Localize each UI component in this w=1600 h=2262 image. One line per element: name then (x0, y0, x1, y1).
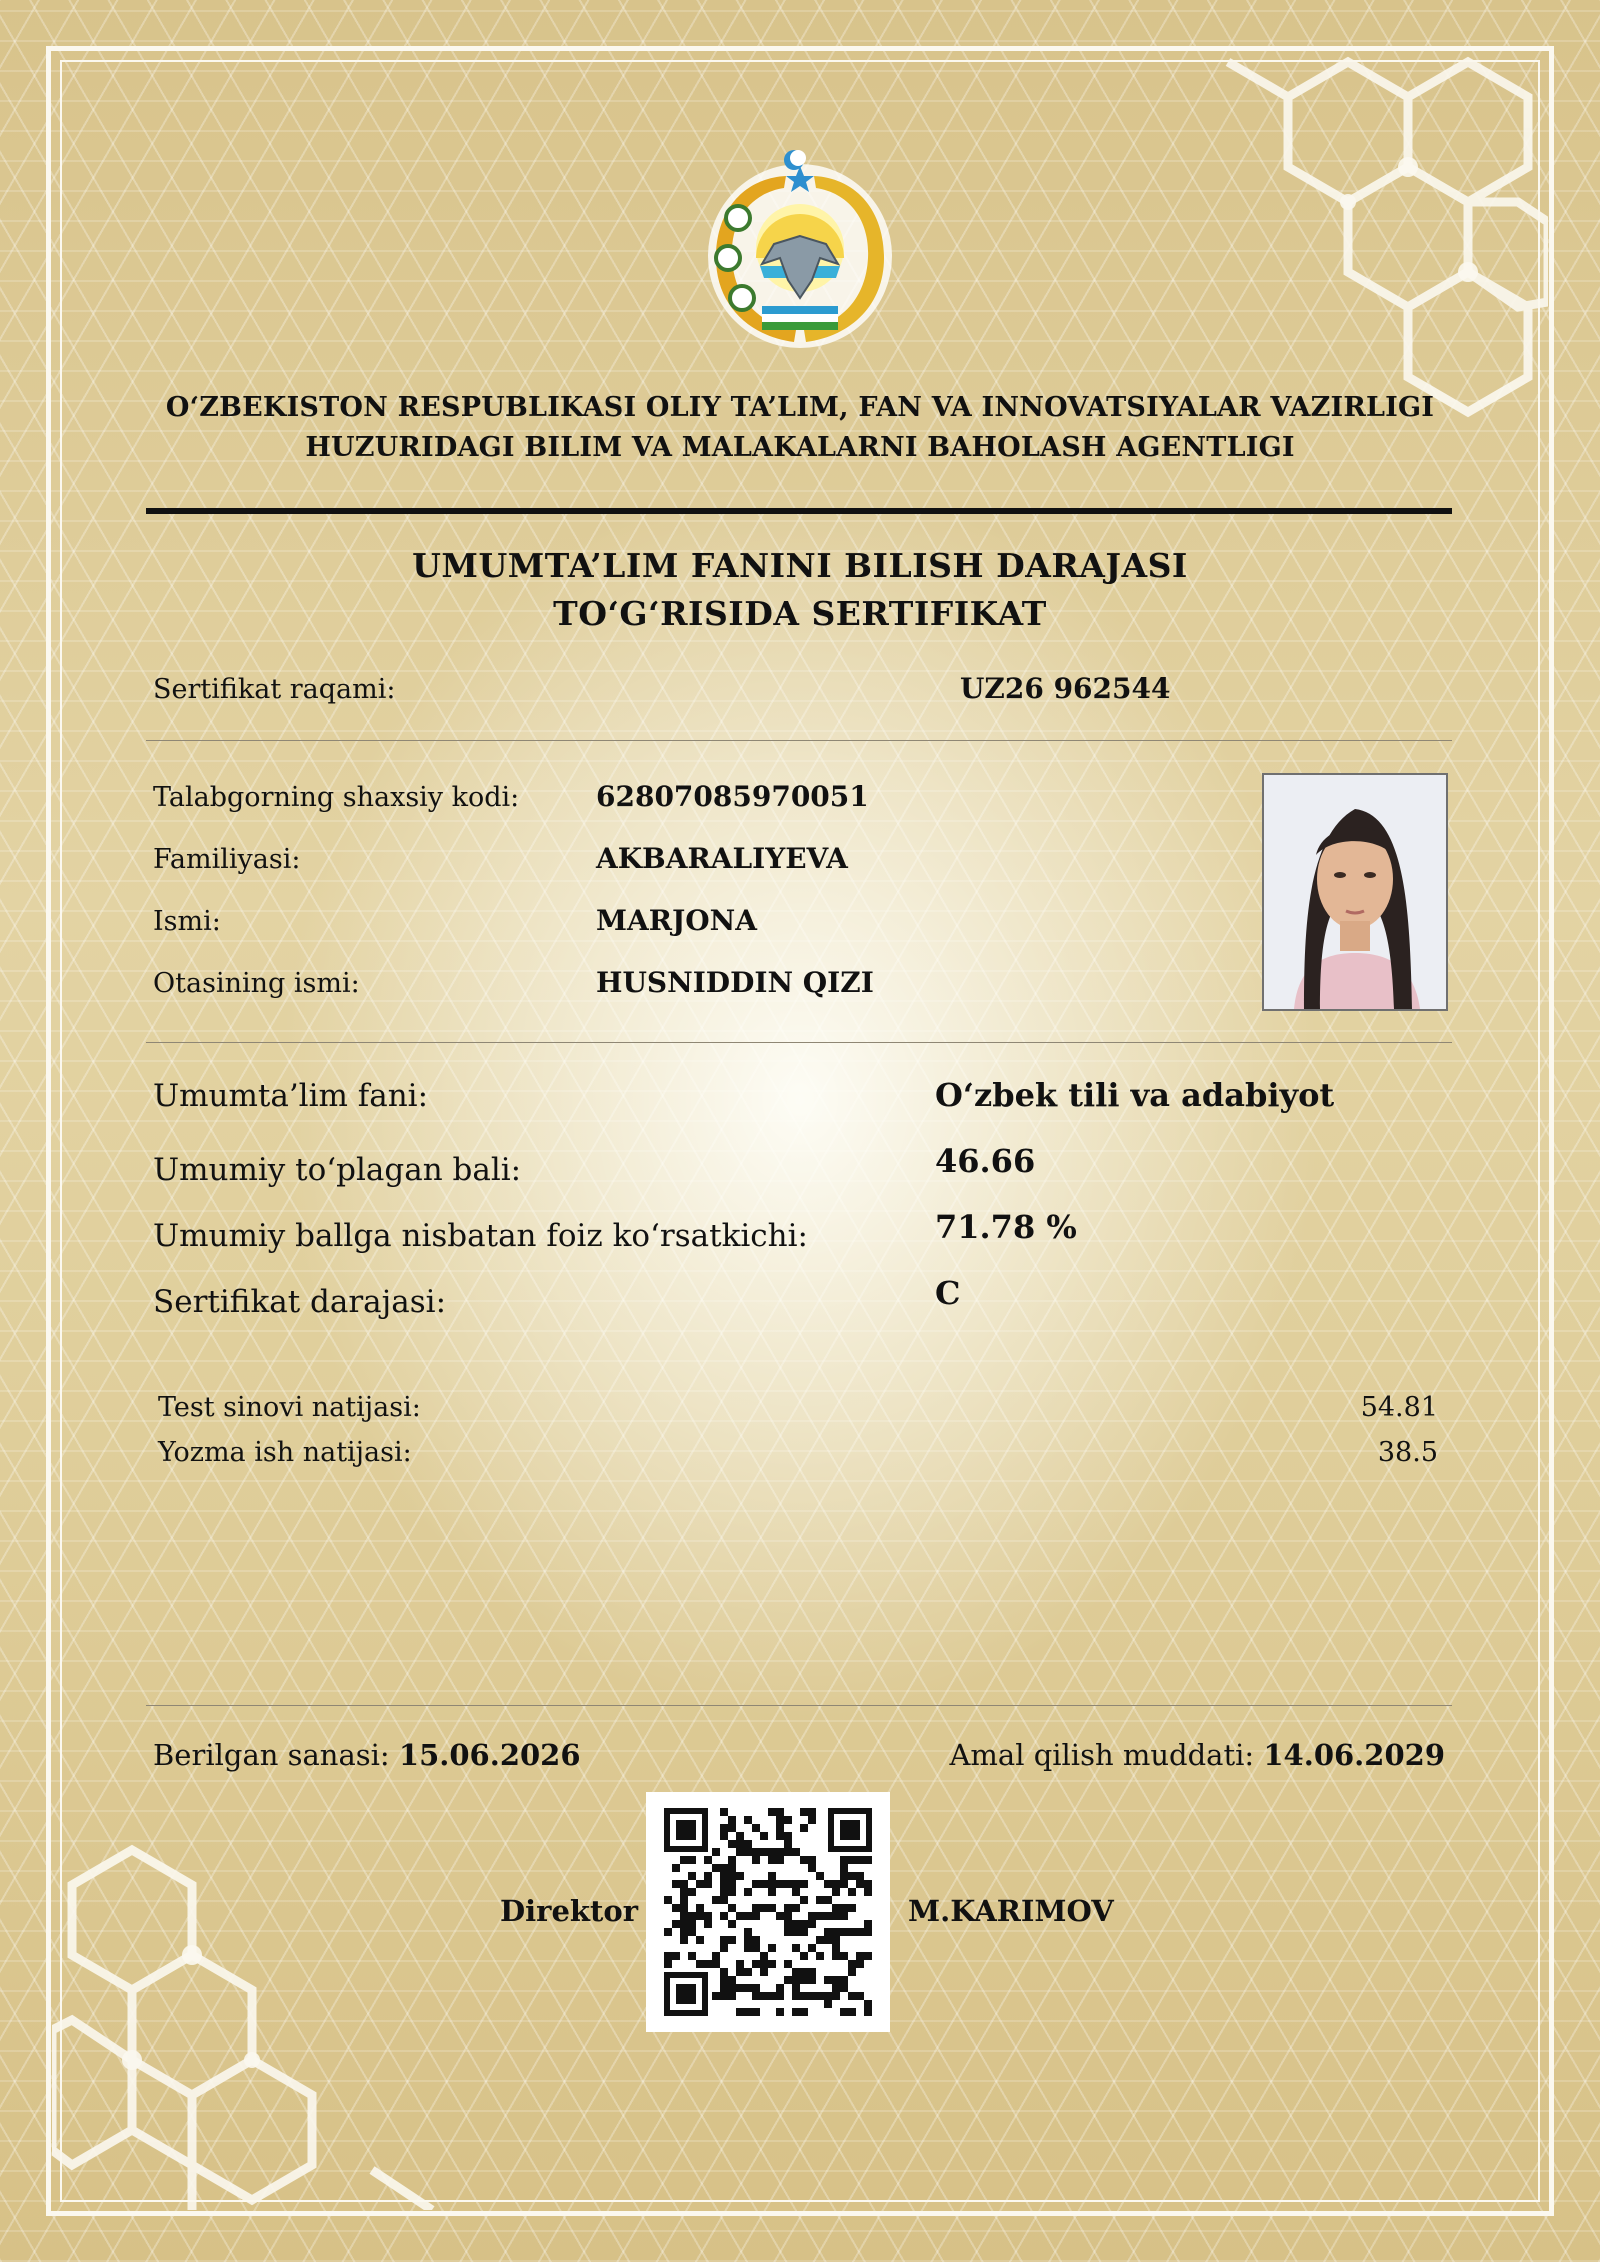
qr-module (744, 1848, 752, 1856)
qr-module (736, 1872, 744, 1880)
issued-date-value: 15.06.2026 (398, 1738, 581, 1772)
qr-module (856, 1856, 864, 1864)
qr-module (696, 1880, 704, 1888)
qr-module (848, 1904, 856, 1912)
qr-module (680, 1904, 688, 1912)
qr-module (728, 1816, 736, 1824)
qr-module (760, 1992, 768, 2000)
qr-module (832, 1984, 840, 1992)
qr-module (848, 1928, 856, 1936)
qr-module (784, 1912, 792, 1920)
qr-module (752, 1904, 760, 1912)
qr-module (808, 1816, 816, 1824)
qr-module (768, 1904, 776, 1912)
qr-module (768, 1872, 776, 1880)
qr-module (816, 1936, 824, 1944)
qr-module (728, 1920, 736, 1928)
divider (146, 1042, 1452, 1043)
surname-value: AKBARALIYEVA (596, 842, 848, 875)
qr-module (784, 1928, 792, 1936)
qr-module (792, 1944, 800, 1952)
qr-module (696, 1904, 704, 1912)
qr-module (864, 2008, 872, 2016)
qr-module (768, 1944, 776, 1952)
qr-module (848, 1856, 856, 1864)
qr-module (704, 1856, 712, 1864)
qr-module (720, 1880, 728, 1888)
qr-module (840, 1864, 848, 1872)
qr-module (840, 1904, 848, 1912)
qr-module (824, 1880, 832, 1888)
qr-module (800, 1920, 808, 1928)
qr-module (768, 1888, 776, 1896)
qr-module (792, 1976, 800, 1984)
qr-module (784, 1904, 792, 1912)
qr-module (768, 1880, 776, 1888)
qr-module (776, 1992, 784, 2000)
qr-module (712, 1952, 720, 1960)
qr-module (736, 1848, 744, 1856)
qr-module (840, 2008, 848, 2016)
qr-module (832, 1912, 840, 1920)
qr-module (840, 1984, 848, 1992)
qr-module (720, 1944, 728, 1952)
qr-module (800, 1880, 808, 1888)
director-name: M.KARIMOV (908, 1894, 1114, 1928)
qr-module (752, 1936, 760, 1944)
qr-module (792, 1888, 800, 1896)
test-result-label: Test sinovi natijasi: (158, 1392, 421, 1423)
qr-module (832, 1952, 840, 1960)
qr-module (712, 1960, 720, 1968)
qr-module (832, 1888, 840, 1896)
qr-module (736, 1912, 744, 1920)
percent-value: 71.78 % (935, 1208, 1077, 1246)
qr-module (672, 1952, 680, 1960)
qr-module (752, 1912, 760, 1920)
qr-module (720, 1808, 728, 1816)
qr-module (856, 1928, 864, 1936)
qr-module (736, 1960, 744, 1968)
qr-module (688, 1920, 696, 1928)
qr-module (680, 1928, 688, 1936)
qr-module (728, 1888, 736, 1896)
verification-qr-code[interactable] (646, 1792, 890, 2032)
qr-module (840, 1928, 848, 1936)
qr-module (808, 1808, 816, 1816)
qr-module (784, 1976, 792, 1984)
valid-until-label: Amal qilish muddati: (949, 1738, 1255, 1772)
qr-module (720, 1824, 728, 1832)
qr-module (696, 1960, 704, 1968)
qr-module (752, 1848, 760, 1856)
qr-module (848, 1968, 856, 1976)
total-score-value: 46.66 (935, 1142, 1036, 1180)
qr-module (712, 1848, 720, 1856)
qr-module (824, 1936, 832, 1944)
qr-module (792, 1920, 800, 1928)
qr-module (688, 1952, 696, 1960)
director-label: Direktor (500, 1894, 639, 1928)
state-emblem-icon (696, 148, 904, 354)
qr-module (672, 1920, 680, 1928)
qr-module (728, 1824, 736, 1832)
issued-date (153, 1738, 581, 1772)
qr-module (824, 1992, 832, 2000)
subject-label: Umumta’lim fani: (153, 1078, 429, 1114)
qr-module (728, 1880, 736, 1888)
qr-module (800, 1952, 808, 1960)
qr-module (792, 1848, 800, 1856)
qr-module (720, 1984, 728, 1992)
qr-module (680, 1880, 688, 1888)
qr-module (816, 1952, 824, 1960)
qr-module (824, 1976, 832, 1984)
divider (146, 740, 1452, 741)
qr-module (800, 1976, 808, 1984)
qr-module (752, 1960, 760, 1968)
qr-module (736, 2008, 744, 2016)
qr-module (792, 1904, 800, 1912)
patronymic-value: HUSNIDDIN QIZI (596, 966, 874, 999)
qr-module (688, 1928, 696, 1936)
certificate-number-value: UZ26 962544 (960, 672, 1171, 705)
qr-module (680, 1936, 688, 1944)
qr-module (784, 1960, 792, 1968)
qr-module (808, 1968, 816, 1976)
qr-module (728, 1856, 736, 1864)
qr-module (712, 1864, 720, 1872)
qr-module (680, 1856, 688, 1864)
qr-module (768, 1856, 776, 1864)
surname-label: Familiyasi: (153, 844, 301, 875)
qr-module (712, 1992, 720, 2000)
qr-module (744, 1840, 752, 1848)
first-name-label: Ismi: (153, 906, 221, 937)
qr-module (704, 1960, 712, 1968)
qr-module (808, 1920, 816, 1928)
subject-value: O‘zbek tili va adabiyot (935, 1076, 1335, 1114)
qr-module (824, 1912, 832, 1920)
qr-module (664, 1960, 672, 1968)
qr-module (832, 1936, 840, 1944)
qr-module (768, 1808, 776, 1816)
qr-module (848, 1992, 856, 2000)
qr-module (728, 1992, 736, 2000)
qr-module (680, 1912, 688, 1920)
qr-module (776, 1856, 784, 1864)
qr-module (816, 1896, 824, 1904)
qr-module (784, 1848, 792, 1856)
valid-until-value: 14.06.2029 (1263, 1738, 1445, 1772)
issued-date-label: Berilgan sanasi: (153, 1738, 390, 1772)
qr-module (720, 1936, 728, 1944)
qr-module (864, 1920, 872, 1928)
valid-until (949, 1738, 1445, 1772)
qr-module (672, 1864, 680, 1872)
qr-module (720, 1888, 728, 1896)
qr-module (832, 1992, 840, 2000)
qr-module (784, 1920, 792, 1928)
qr-module (728, 1904, 736, 1912)
qr-module (752, 2008, 760, 2016)
qr-module (736, 1968, 744, 1976)
qr-module (680, 1920, 688, 1928)
organization-line-1: O‘ZBEKISTON RESPUBLIKASI OLIY TA’LIM, FAN VA INNOVATSIYALAR VAZIRLIGI (165, 392, 1435, 423)
certificate-title-line-1: UMUMTA’LIM FANINI BILISH DARAJASI (412, 546, 1188, 585)
qr-module (784, 1832, 792, 1840)
qr-module (728, 1984, 736, 1992)
qr-module (808, 1856, 816, 1864)
qr-module (832, 1976, 840, 1984)
qr-module (776, 1808, 784, 1816)
qr-module (744, 2008, 752, 2016)
qr-module (728, 1872, 736, 1880)
qr-module (760, 1848, 768, 1856)
qr-module (840, 1912, 848, 1920)
qr-module (776, 1824, 784, 1832)
certificate-level-value: C (935, 1274, 961, 1312)
qr-module (832, 1904, 840, 1912)
qr-module (792, 1992, 800, 2000)
qr-module (664, 1928, 672, 1936)
qr-module (720, 1896, 728, 1904)
qr-module (680, 1896, 688, 1904)
qr-module (808, 1944, 816, 1952)
qr-module (784, 1816, 792, 1824)
qr-module (864, 1928, 872, 1936)
qr-module (800, 2008, 808, 2016)
qr-module (864, 1888, 872, 1896)
personal-code-value: 62807085970051 (596, 780, 869, 813)
qr-module (848, 1872, 856, 1880)
qr-module (720, 1864, 728, 1872)
qr-module (704, 1920, 712, 1928)
qr-module (792, 1928, 800, 1936)
corner-ornament-bottom-left (52, 1780, 552, 2210)
qr-module (792, 1880, 800, 1888)
qr-module (768, 1992, 776, 2000)
qr-module (744, 1936, 752, 1944)
qr-module (720, 1912, 728, 1920)
qr-module (792, 1984, 800, 1992)
qr-module (856, 1992, 864, 2000)
qr-module (720, 1832, 728, 1840)
patronymic-label: Otasining ismi: (153, 968, 360, 999)
qr-module (720, 1872, 728, 1880)
qr-module (720, 1976, 728, 1984)
qr-module (840, 1952, 848, 1960)
qr-module (760, 1904, 768, 1912)
qr-module (776, 1832, 784, 1840)
qr-module (776, 1880, 784, 1888)
qr-module (672, 1904, 680, 1912)
qr-module (864, 1856, 872, 1864)
qr-module (728, 1840, 736, 1848)
qr-module (824, 1896, 832, 1904)
qr-module (776, 1912, 784, 1920)
qr-module (864, 1952, 872, 1960)
qr-module (672, 1880, 680, 1888)
qr-module (856, 1880, 864, 1888)
qr-module (688, 1888, 696, 1896)
qr-module (752, 1984, 760, 1992)
qr-module (808, 1864, 816, 1872)
qr-module (752, 1856, 760, 1864)
qr-module (840, 1976, 848, 1984)
written-result-value: 38.5 (1377, 1437, 1438, 1468)
qr-module (800, 1808, 808, 1816)
qr-module (736, 1840, 744, 1848)
qr-module (776, 1848, 784, 1856)
qr-module (840, 1880, 848, 1888)
divider (146, 1705, 1452, 1706)
qr-module (760, 1952, 768, 1960)
qr-module (848, 1960, 856, 1968)
qr-module (760, 1968, 768, 1976)
test-result-value: 54.81 (1360, 1392, 1438, 1423)
qr-module (752, 1992, 760, 2000)
qr-module (864, 1880, 872, 1888)
qr-module (704, 1912, 712, 1920)
qr-module (816, 1912, 824, 1920)
qr-module (856, 1952, 864, 1960)
qr-module (808, 1912, 816, 1920)
qr-module (840, 1856, 848, 1864)
qr-module (848, 1888, 856, 1896)
qr-module (696, 1912, 704, 1920)
percent-label: Umumiy ballga nisbatan foiz ko‘rsatkichi: (153, 1218, 808, 1254)
qr-module (784, 1840, 792, 1848)
qr-module (744, 1944, 752, 1952)
qr-module (760, 1960, 768, 1968)
qr-module (768, 1960, 776, 1968)
qr-module (752, 1944, 760, 1952)
holder-photo (1262, 773, 1448, 1011)
personal-code-label: Talabgorning shaxsiy kodi: (153, 782, 520, 813)
qr-module (752, 1880, 760, 1888)
qr-module (848, 2008, 856, 2016)
first-name-value: MARJONA (596, 904, 757, 937)
qr-module (776, 1816, 784, 1824)
qr-module (760, 1880, 768, 1888)
qr-module (840, 1872, 848, 1880)
qr-module (744, 1912, 752, 1920)
qr-module (704, 1872, 712, 1880)
qr-module (856, 1960, 864, 1968)
total-score-label: Umumiy to‘plagan bali: (153, 1152, 522, 1188)
certificate-number-label: Sertifikat raqami: (153, 674, 396, 705)
qr-module (688, 1856, 696, 1864)
qr-module (688, 1872, 696, 1880)
qr-module (736, 1984, 744, 1992)
qr-module (712, 1896, 720, 1904)
qr-module (808, 1992, 816, 2000)
qr-module (776, 1984, 784, 1992)
certificate-title-line-2: TO‘G‘RISIDA SERTIFIKAT (553, 594, 1047, 633)
qr-module (816, 1992, 824, 2000)
qr-module (688, 1912, 696, 1920)
qr-module (856, 1872, 864, 1880)
qr-module (808, 1976, 816, 1984)
header-divider (146, 508, 1452, 514)
written-result-label: Yozma ish natijasi: (158, 1437, 412, 1468)
qr-module (720, 1992, 728, 2000)
qr-module (760, 1832, 768, 1840)
qr-module (832, 1880, 840, 1888)
qr-module (752, 1824, 760, 1832)
qr-module (800, 1992, 808, 2000)
qr-module (832, 1944, 840, 1952)
qr-module (736, 1832, 744, 1840)
qr-module (744, 1984, 752, 1992)
qr-module (728, 1936, 736, 1944)
qr-module (800, 1896, 808, 1904)
qr-module (776, 2008, 784, 2016)
qr-module (744, 1968, 752, 1976)
qr-module (800, 1856, 808, 1864)
qr-module (792, 2008, 800, 2016)
qr-module (792, 1968, 800, 1976)
qr-module (832, 1928, 840, 1936)
qr-module (800, 1968, 808, 1976)
qr-module (744, 1888, 752, 1896)
qr-module (824, 1928, 832, 1936)
qr-module (704, 1880, 712, 1888)
qr-module (664, 1896, 672, 1904)
qr-module (696, 1936, 704, 1944)
qr-module (720, 1968, 728, 1976)
qr-module (784, 1880, 792, 1888)
qr-module (728, 1864, 736, 1872)
qr-module (768, 1848, 776, 1856)
qr-module (864, 2000, 872, 2008)
certificate-level-label: Sertifikat darajasi: (153, 1284, 447, 1320)
qr-module (824, 2000, 832, 2008)
organization-line-2: HUZURIDAGI BILIM VA MALAKALARNI BAHOLASH AGENTLIGI (305, 432, 1295, 463)
qr-module (800, 1928, 808, 1936)
qr-module (744, 1928, 752, 1936)
qr-module (816, 1872, 824, 1880)
qr-module (664, 1952, 672, 1960)
qr-module (800, 1824, 808, 1832)
qr-module (744, 1816, 752, 1824)
qr-module (680, 1888, 688, 1896)
qr-module (728, 1976, 736, 1984)
